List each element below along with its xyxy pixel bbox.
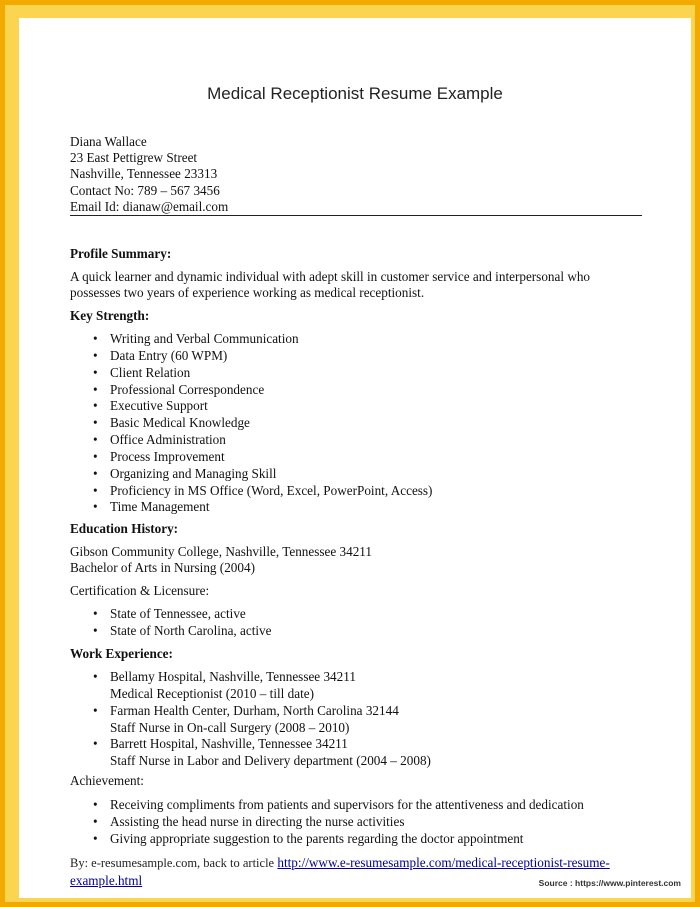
page-title: Medical Receptionist Resume Example (207, 84, 503, 103)
list-item: • Receiving compliments from patients and supervisors for the attentiveness and dedication (93, 797, 584, 814)
strengths-heading: Key Strength: (70, 308, 150, 323)
list-item: • Basic Medical Knowledge (93, 415, 432, 432)
list-item: • Data Entry (60 WPM) (93, 348, 432, 365)
list-item: • Client Relation (93, 365, 432, 382)
list-item: • Barrett Hospital, Nashville, Tennessee 34211 (93, 736, 431, 753)
source-caption: Source : https://www.pinterest.com (538, 878, 681, 888)
page-frame (5, 5, 695, 902)
list-item: • Bellamy Hospital, Nashville, Tennessee 34211 (93, 669, 431, 686)
education-line: Gibson Community College, Nashville, Tennessee 34211 (70, 544, 372, 559)
list-item: • Farman Health Center, Durham, North Carolina 32144 (93, 703, 431, 720)
strengths-list (93, 331, 432, 516)
achievement-list (93, 797, 584, 848)
contact-email: Email Id: dianaw@email.com (70, 198, 229, 214)
header-divider (70, 215, 642, 216)
education-text (70, 544, 372, 577)
profile-line: possesses two years of experience working as medical receptionist. (70, 285, 425, 301)
profile-heading: Profile Summary: (70, 246, 172, 261)
article-link-continued[interactable]: example.html (70, 873, 143, 888)
list-item: • Process Improvement (93, 449, 432, 466)
list-item-detail: Staff Nurse in On-call Surgery (2008 – 2010) (110, 719, 350, 735)
education-line: Bachelor of Arts in Nursing (2004) (70, 560, 255, 576)
profile-text (70, 269, 590, 302)
list-item: • State of North Carolina, active (93, 623, 272, 640)
resume-page (19, 18, 691, 898)
list-item: • Office Administration (93, 432, 432, 449)
list-item: • Time Management (93, 499, 432, 516)
list-item: • Executive Support (93, 398, 432, 415)
certification-heading: Certification & Licensure: (70, 583, 210, 598)
profile-line: A quick learner and dynamic individual with adept skill in customer service and interpersonal who (70, 269, 591, 284)
list-item: • Writing and Verbal Communication (93, 331, 432, 348)
footer-by-text: By: e-resumesample.com, back to article (70, 856, 275, 870)
list-item-detail: Medical Receptionist (2010 – till date) (110, 685, 314, 701)
contact-street: 23 East Pettigrew Street (70, 150, 198, 166)
certification-list (93, 606, 272, 640)
achievement-heading: Achievement: (70, 773, 144, 788)
education-heading: Education History: (70, 521, 179, 536)
contact-name: Diana Wallace (70, 134, 147, 149)
contact-city: Nashville, Tennessee 23313 (70, 166, 218, 182)
work-heading: Work Experience: (70, 646, 173, 661)
contact-block (70, 134, 228, 215)
footer-credit (70, 854, 610, 889)
list-item-detail: Staff Nurse in Labor and Delivery department (2004 – 2008) (110, 753, 431, 769)
list-item: • Organizing and Managing Skill (93, 466, 432, 483)
list-item: • Giving appropriate suggestion to the parents regarding the doctor appointment (93, 831, 584, 848)
contact-phone: Contact No: 789 – 567 3456 (70, 182, 220, 198)
list-item: • Proficiency in MS Office (Word, Excel, PowerPoint, Access) (93, 483, 432, 500)
work-list (93, 669, 431, 770)
list-item: • Professional Correspondence (93, 382, 432, 399)
list-item: • Assisting the head nurse in directing the nurse activities (93, 814, 584, 831)
article-link[interactable]: http://www.e-resumesample.com/medical-receptionist-resume- (277, 855, 610, 870)
list-item: • State of Tennessee, active (93, 606, 272, 623)
